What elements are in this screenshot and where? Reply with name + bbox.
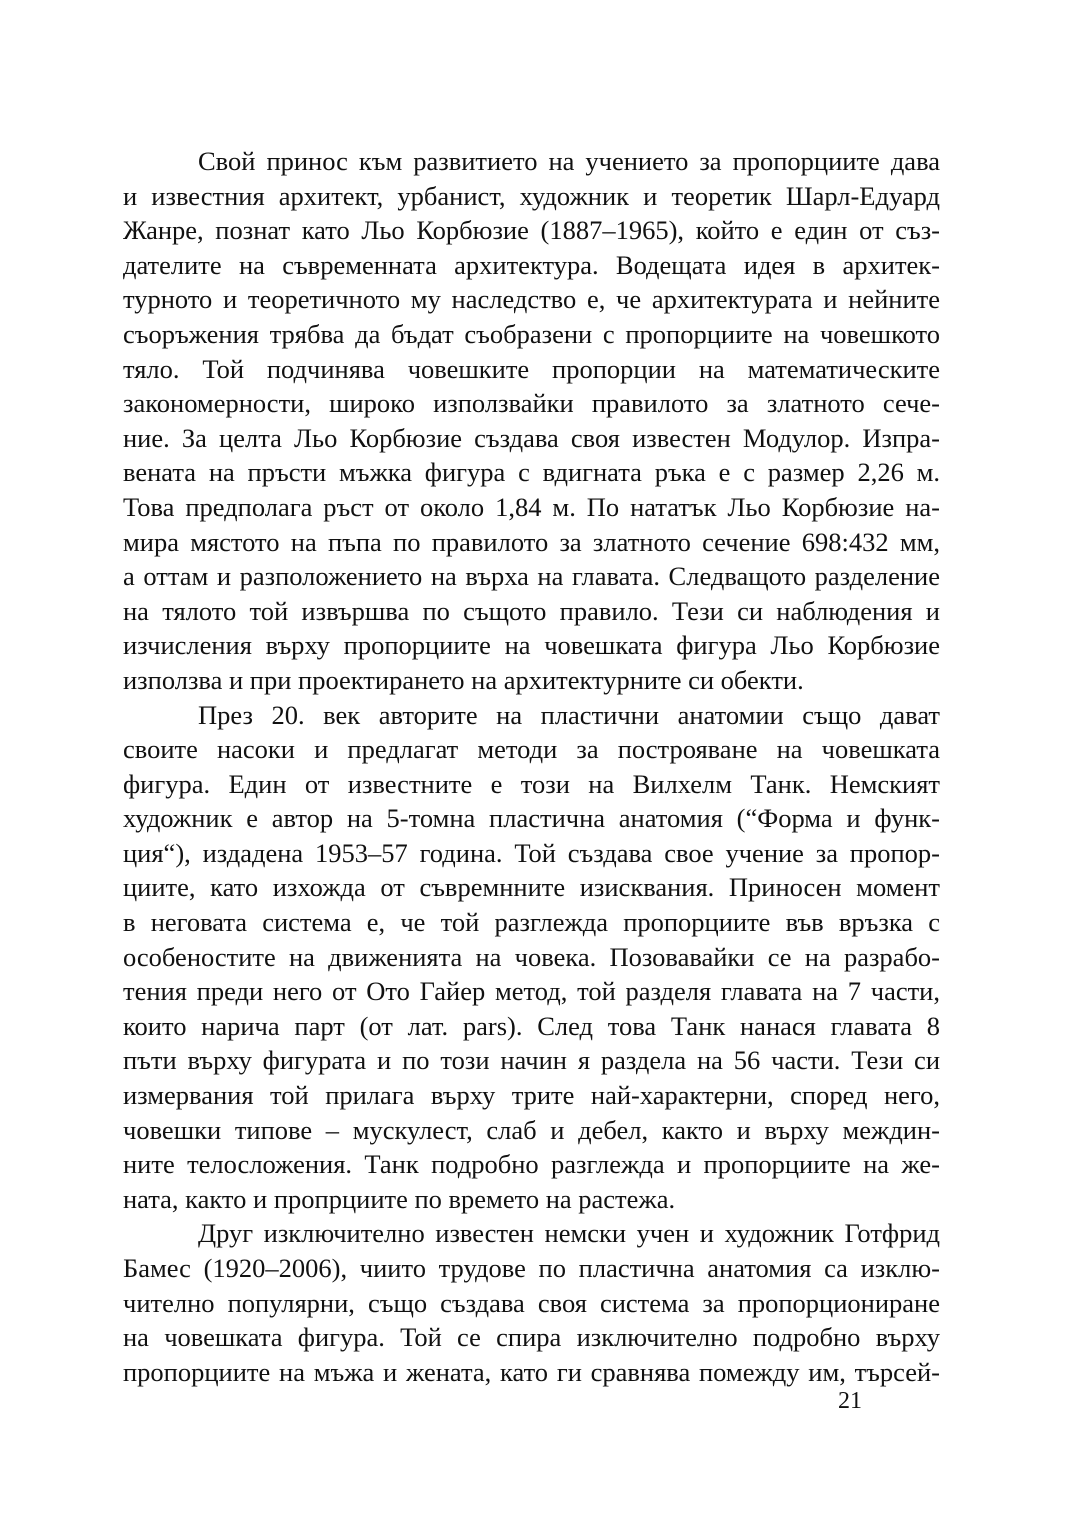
text-line: човешки типове – мускулест, слаб и дебел, както и върху междин- — [123, 1114, 940, 1145]
text-line: тения преди него от Ото Гайер метод, той разделя главата на 7 части, — [123, 976, 940, 1007]
paragraph — [123, 698, 940, 1217]
text-line: Бамес (1920–2006), чиито трудове по пластична анатомия са изклю- — [123, 1253, 940, 1283]
text-line: дателите на съвременната архитектура. Водещата идея в архитек- — [123, 249, 940, 280]
text-line: вената на пръсти мъжка фигура с вдигната ръка е с размер 2,26 м. — [123, 457, 940, 488]
text-line: Жанре, познат като Льо Корбюзие (1887–1965), който е един от съз- — [123, 215, 940, 246]
text-line: ция“), издадена 1953–57 година. Той създава свое учение за пропор- — [123, 837, 940, 868]
text-line: изчисления върху пропорциите на човешката фигура Льо Корбюзие — [123, 630, 940, 661]
text-line: фигура. Един от известните е този на Вилхелм Танк. Немският — [123, 768, 940, 799]
text-line: особеностите на движенията на човека. Позовавайки се на разрабо- — [123, 941, 940, 972]
paragraph — [123, 144, 940, 698]
text-line: пъти върху фигурата и по този начин я раздела на 56 части. Тези си — [123, 1045, 940, 1076]
text-line: мира мястото на пъпа по правилото за златното сечение 698:432 мм, — [123, 526, 940, 557]
text-line: и известния архитект, урбанист, художник и теоретик Шарл-Едуард — [123, 180, 940, 211]
text-line: тяло. Той подчинява човешките пропорции на математическите — [123, 353, 940, 384]
text-line: които нарича парт (от лат. pars). След това Танк нанася главата 8 — [123, 1010, 940, 1041]
text-line: на тялото той извършва по същото правило. Тези си наблюдения и — [123, 595, 940, 626]
text-line: ната, както и пропрциите по времето на растежа. — [123, 1183, 676, 1214]
text-line: Свой принос към развитието на учението за пропорциите дава — [198, 146, 940, 176]
text-line: ните телосложения. Танк подробно разглежда и пропорциите на же- — [123, 1149, 940, 1180]
body-text — [123, 144, 940, 1389]
text-line: ние. За целта Льо Корбюзие създава своя известен Модулор. Изпра- — [123, 422, 940, 453]
text-line: Друг изключително известен немски учен и художник Готфрид — [198, 1218, 940, 1249]
text-line: турното и теоретичното му наследство е, че архитектурата и нейните — [123, 284, 940, 315]
text-line: През 20. век авторите на пластични анатомии също дават — [198, 699, 940, 730]
text-line: циите, като изхожда от съвремнните изисквания. Приносен момент — [123, 872, 940, 903]
text-line: пропорциите на мъжа и жената, като ги сравнява помежду им, търсей- — [123, 1356, 940, 1387]
text-line: измервания той прилага върху трите най-характерни, според него, — [123, 1080, 940, 1111]
text-line: закономерности, широко използвайки правилото за златното сече- — [123, 388, 940, 419]
text-line: на човешката фигура. Той се спира изключително подробно върху — [123, 1322, 940, 1353]
text-line: използва и при проектирането на архитектурните си обекти. — [123, 664, 804, 695]
text-line: а оттам и разположението на върха на главата. Следващото разделение — [123, 561, 940, 592]
text-line: съоръжения трябва да бъдат съобразени с пропорциите на човешкото — [123, 318, 940, 349]
text-line: в неговата система е, че той разглежда пропорциите във връзка с — [123, 907, 940, 938]
paragraph — [123, 1216, 940, 1389]
text-line: Това предполага ръст от около 1,84 м. По нататък Льо Корбюзие на- — [123, 491, 940, 522]
text-line: чително популярни, също създава своя система за пропорциониране — [123, 1287, 940, 1318]
page-number: 21 — [838, 1388, 862, 1414]
text-line: художник е автор на 5-томна пластична анатомия (“Форма и функ- — [123, 803, 940, 834]
text-line: своите насоки и предлагат методи за построяване на човешката — [123, 734, 940, 765]
